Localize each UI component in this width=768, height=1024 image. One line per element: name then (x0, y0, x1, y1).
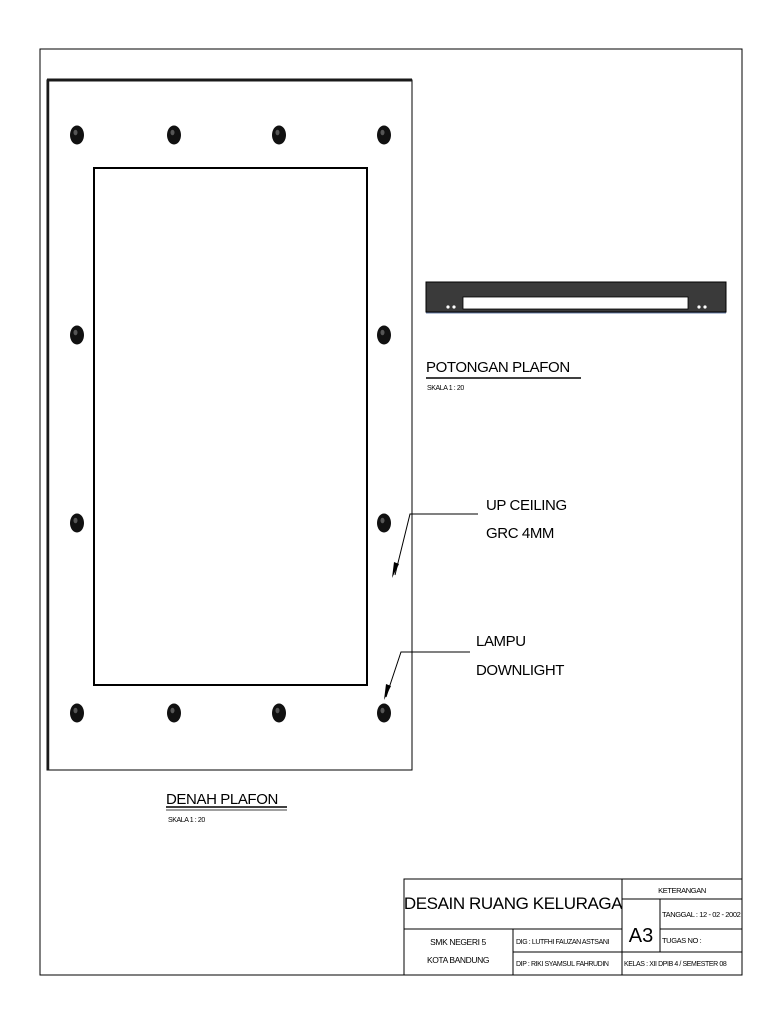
lamp-label-line2: DOWNLIGHT (476, 662, 565, 679)
downlight-lamp-highlight (381, 130, 385, 136)
section-lamp-left-icon (446, 305, 449, 308)
downlight-lamp-icon (70, 126, 84, 145)
up-ceiling-label-line2: GRC 4MM (486, 525, 555, 542)
kelas-label: KELAS : XII DPIB 4 / SEMESTER 08 (624, 961, 727, 968)
ceiling-section (426, 282, 726, 313)
downlight-lamp-icon (377, 704, 391, 723)
downlight-lamp-icon (377, 126, 391, 145)
plan-title-block (166, 791, 287, 824)
downlight-lamp-icon (167, 126, 181, 145)
downlight-lamp-highlight (381, 518, 385, 524)
plan-scale: SKALA 1 : 20 (168, 817, 205, 824)
downlight-lamp-highlight (74, 330, 78, 336)
tugas-no-label: TUGAS NO : (662, 936, 702, 945)
section-title-block (426, 359, 581, 392)
up-ceiling-inner-panel (94, 168, 367, 685)
lamp-label-line1: LAMPU (476, 633, 526, 650)
downlight-lamp-icon (70, 514, 84, 533)
section-ceiling-recess (463, 297, 688, 309)
downlight-lamp-icon (272, 704, 286, 723)
title-block (404, 879, 742, 975)
downlight-lamp-highlight (171, 708, 175, 714)
school-line1: SMK NEGERI 5 (430, 937, 486, 947)
downlight-lamp-highlight (74, 130, 78, 136)
downlight-lamp-highlight (381, 330, 385, 336)
downlight-lamp-icon (70, 326, 84, 345)
school-line2: KOTA BANDUNG (426, 955, 490, 965)
downlight-lamp-highlight (171, 130, 175, 136)
keterangan-label: KETERANGAN (658, 886, 706, 895)
section-lamp-left-icon-2 (452, 305, 455, 308)
section-scale: SKALA 1 : 20 (427, 385, 464, 392)
downlight-lamp-highlight (276, 708, 280, 714)
section-lamp-right-icon-2 (703, 305, 706, 308)
downlight-lamp-highlight (74, 708, 78, 714)
downlight-lamp-highlight (74, 518, 78, 524)
downlight-lamp-highlight (276, 130, 280, 136)
tanggal-label: TANGGAL : 12 - 02 - 2002 (662, 910, 741, 919)
sheet-size: A3 (628, 925, 654, 947)
section-lamp-right-icon (697, 305, 700, 308)
downlight-lamp-highlight (381, 708, 385, 714)
project-title: DESAIN RUANG KELURAGA (403, 894, 623, 913)
downlight-lamp-icon (70, 704, 84, 723)
ceiling-plan (47, 80, 412, 770)
downlight-lamp-icon (377, 514, 391, 533)
up-ceiling-label-line1: UP CEILING (486, 497, 567, 514)
downlight-lamp-icon (272, 126, 286, 145)
section-title: POTONGAN PLAFON (426, 359, 570, 376)
downlight-lamp-icon (377, 326, 391, 345)
dig-label: DIG : LUTFHI FAUZAN ASTSANI (516, 939, 610, 946)
downlight-lamp-icon (167, 704, 181, 723)
plan-title: DENAH PLAFON (166, 791, 278, 808)
dip-label: DIP : RIKI SYAMSUL FAHRUDIN (516, 961, 609, 968)
callout-up-ceiling (392, 497, 567, 578)
